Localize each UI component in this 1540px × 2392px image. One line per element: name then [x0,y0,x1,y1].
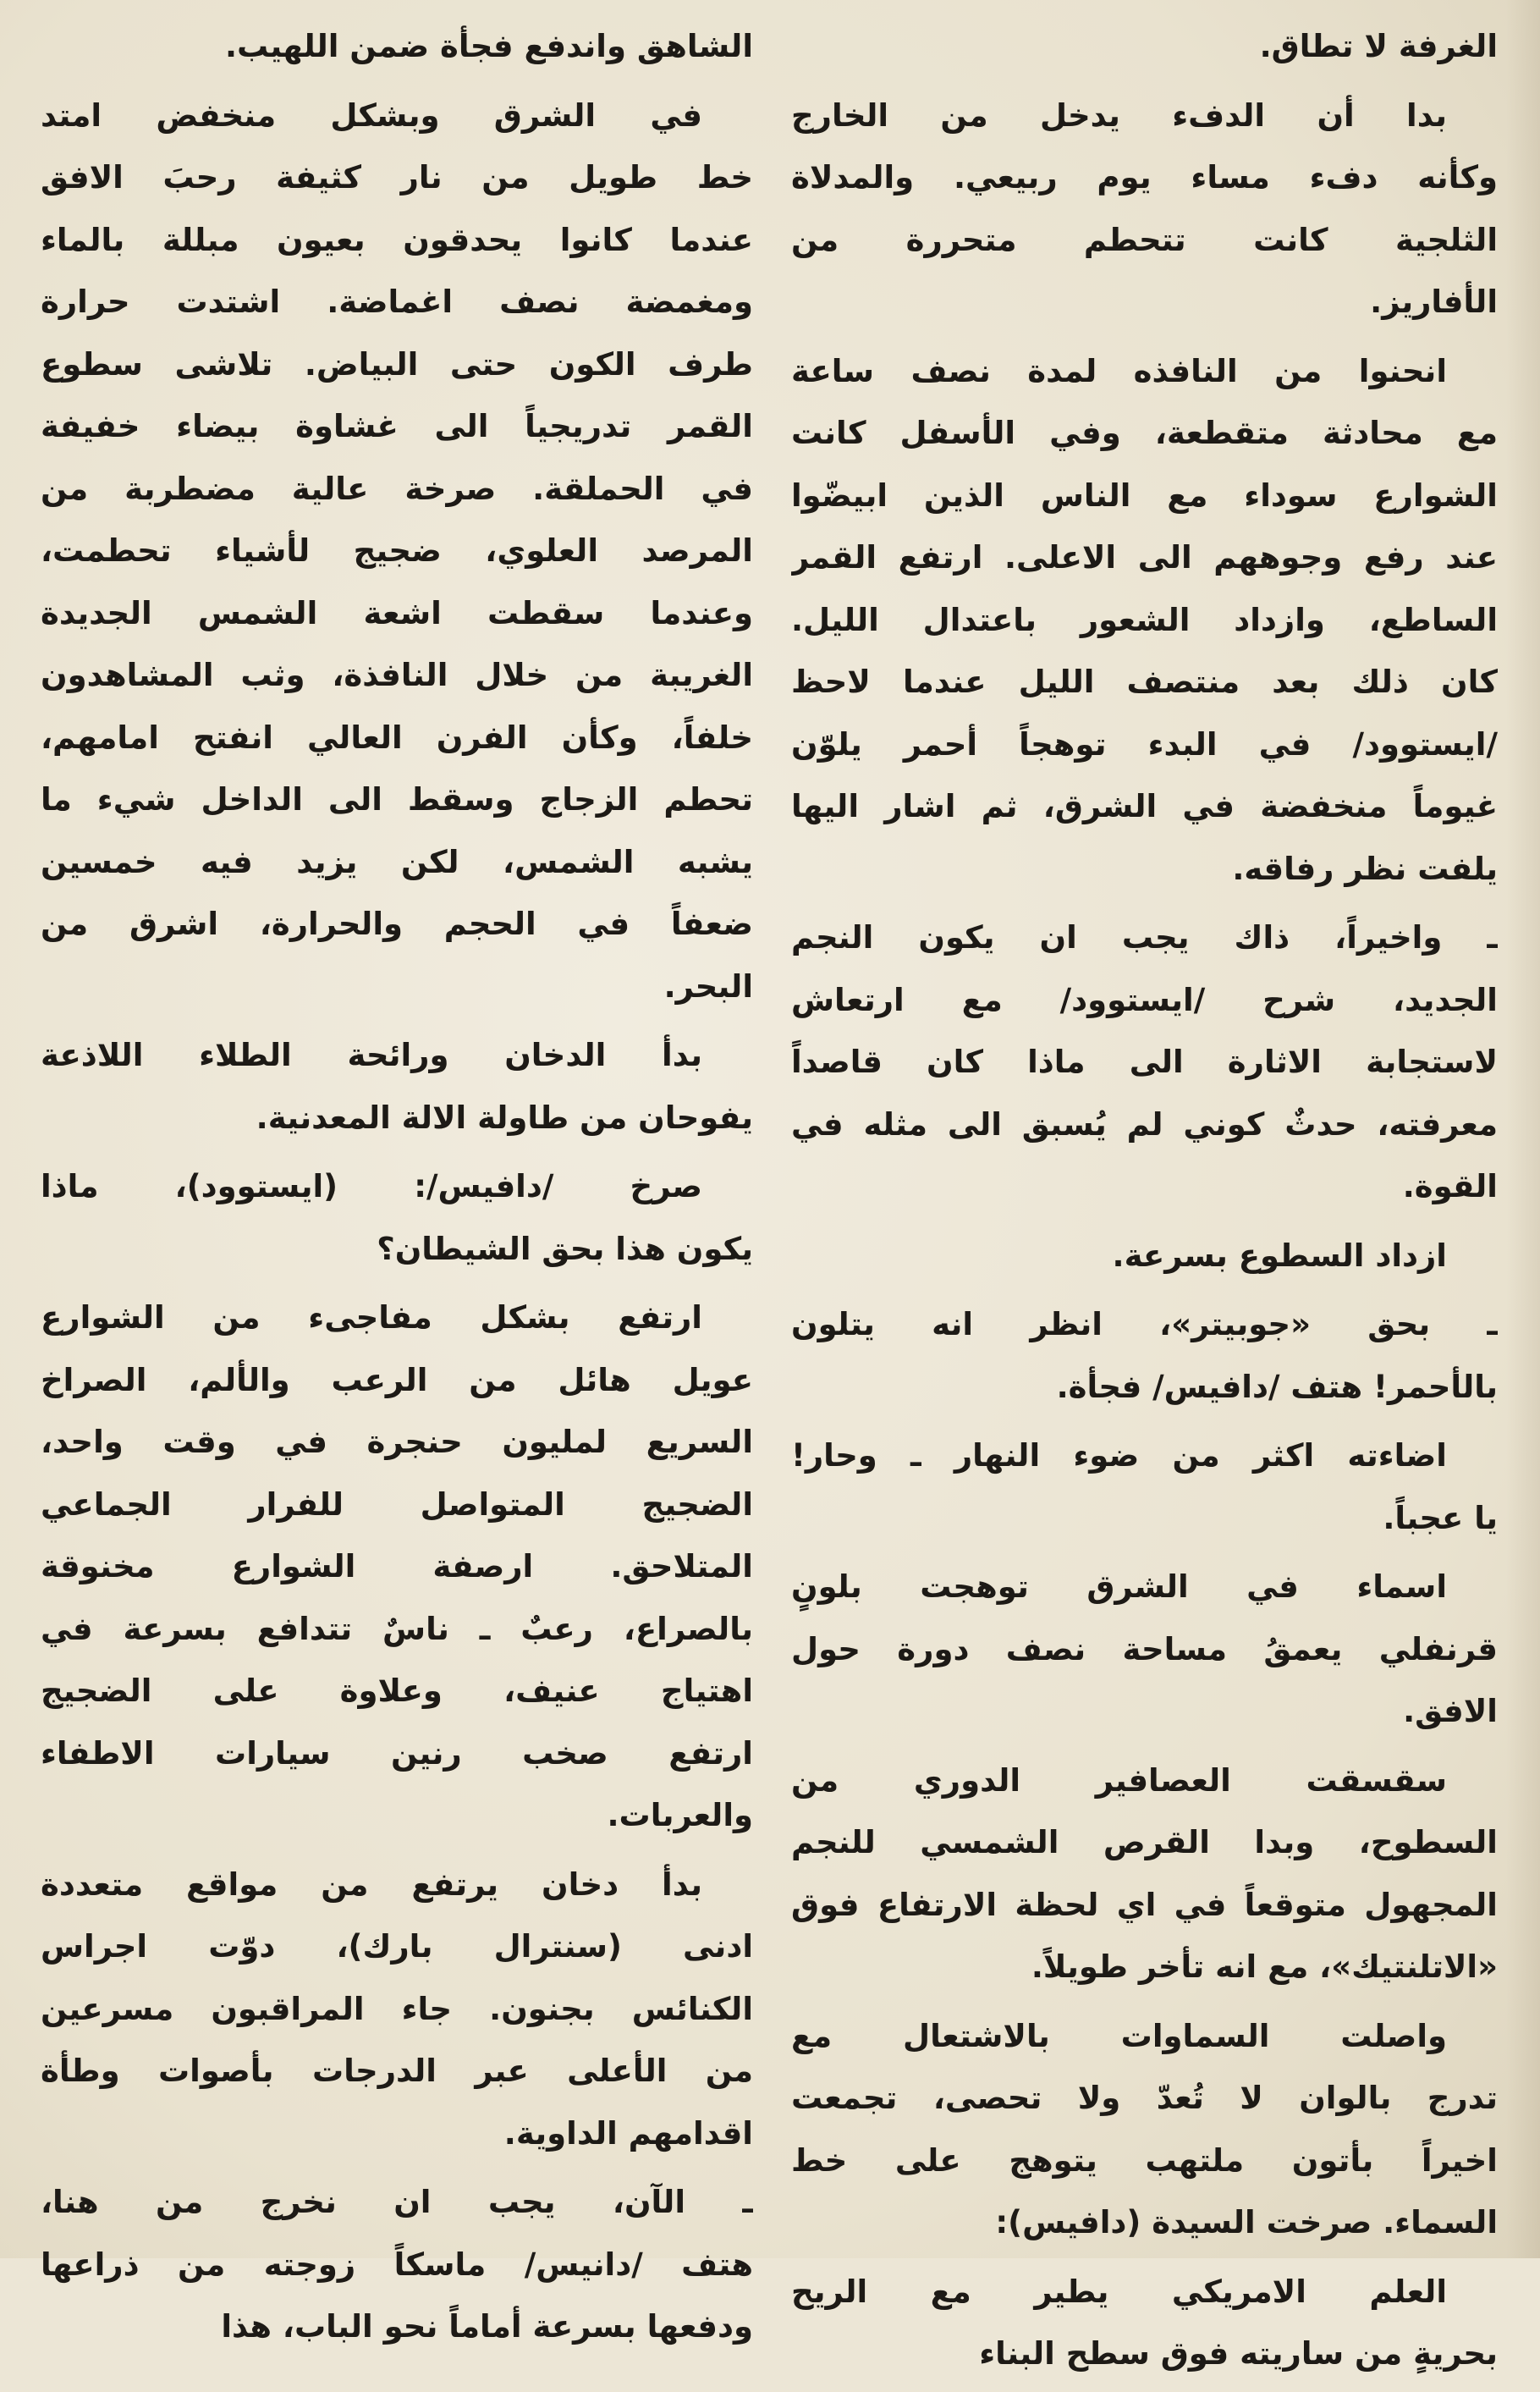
text-line: بدا أن الدفء يدخل من الخارج [791,96,1447,134]
text-line: القمر تدريجياً الى غشاوة بيضاء خفيفة [41,408,753,444]
text-line: تحطم الزجاج وسقط الى الداخل شيء ما [41,781,753,818]
text-line: الكنائس بجنون. جاء المراقبون مسرعين [41,1990,753,2027]
text-line: من الأعلى عبر الدرجات بأصوات وطأة [41,2053,753,2089]
text-line: الافق. [1403,1693,1498,1729]
text-line: يا عجباً. [1383,1499,1498,1536]
text-line: العلم الامريكي يطير مع الريح [791,2273,1447,2310]
paragraph [791,1225,1498,1287]
paragraph [791,85,1498,333]
text-line: ومغمضة نصف اغماضة. اشتدت حرارة [41,284,753,320]
text-line: يشبه الشمس، لكن يزيد فيه خمسين [41,843,753,880]
text-line: الشاهق واندفع فجأة ضمن اللهيب. [224,28,753,64]
text-line: غيوماً منخفضة في الشرق، ثم اشار اليها [791,788,1498,824]
text-line: ادنى (سنترال بارك)، دوّت اجراس [41,1928,753,1965]
text-line: ازداد السطوع بسرعة. [1112,1237,1447,1274]
paragraph [41,1854,753,2165]
text-line: معرفته، حدثٌ كوني لم يُسبق الى مثله في [791,1105,1498,1143]
paragraph [41,1287,753,1847]
page-edge-shadow [1506,0,1540,2258]
text-line: والعربات. [607,1797,753,1833]
text-line: طرف الكون حتى البياض. تلاشى سطوع [41,345,753,383]
text-line: الساطع، وازداد الشعور باعتدال الليل. [791,601,1498,638]
text-line: الشوارع سوداء مع الناس الذين ابيضّوا [791,477,1498,514]
text-line: ـ بحق «جوبيتر»، انظر انه يتلون [791,1306,1498,1342]
paragraph [791,2261,1498,2385]
text-line: عويل هائل من الرعب والألم، الصراخ [41,1361,753,1398]
text-line: السريع لمليون حنجرة في وقت واحد، [41,1424,753,1460]
paragraph [791,1750,1498,1998]
text-line: ودفعها بسرعة أماماً نحو الباب، هذا [221,2308,753,2345]
paragraph [791,340,1498,901]
text-line: /ايستوود/ في البدء توهجاً أحمر يلوّن [791,725,1498,763]
paragraph [41,85,753,1018]
text-line: الأفاريز. [1370,284,1498,320]
text-line: خط طويل من نار كثيفة رحبَ الافق [41,159,753,196]
text-line: عند رفع وجوههم الى الاعلى. ارتفع القمر [791,539,1498,576]
text-line: الضجيج المتواصل للفرار الجماعي [41,1485,753,1523]
text-line: يلفت نظر رفاقه. [1232,850,1498,887]
text-line: هتف /دانيس/ ماسكاً زوجته من ذراعها [41,2246,753,2283]
text-line: في الشرق وبشكل منخفض امتد [41,96,702,134]
paragraph [41,1155,753,1280]
left-text-column [41,15,753,2365]
text-line: تدرج بالوان لا تُعدّ ولا تحصى، تجمعت [791,2080,1498,2116]
text-line: عندما كانوا يحدقون بعيون مبللة بالماء [41,221,753,258]
text-line: البحر. [663,967,753,1005]
text-line: لاستجابة الاثارة الى ماذا كان قاصداً [791,1044,1498,1080]
text-line: بدأ دخان يرتفع من مواقع متعددة [41,1866,702,1903]
text-line: اهتياج عنيف، وعلاوة على الضجيج [41,1673,753,1709]
text-line: ـ واخيراً، ذاك يجب ان يكون النجم [791,919,1498,956]
text-line: الغرفة لا تطاق. [1259,28,1498,64]
text-line: كان ذلك بعد منتصف الليل عندما لاحظ [791,664,1498,700]
text-line: ضعفاً في الحجم والحرارة، اشرق من [41,906,753,942]
text-line: سقسقت العصافير الدوري من [791,1761,1447,1799]
text-line: اضاءته اكثر من ضوء النهار ـ وحار! [791,1437,1447,1474]
paragraph [791,907,1498,1218]
text-line: مع محادثة متقطعة، وفي الأسفل كانت [791,415,1498,451]
text-line: ارتفع صخب رنين سيارات الاطفاء [41,1734,753,1772]
text-line: قرنفلي يعمقُ مساحة نصف دورة حول [791,1630,1498,1667]
text-line: وكأنه دفء مساء يوم ربيعي. والمدلاة [791,159,1498,196]
paragraph [791,1425,1498,1549]
text-line: بحريةٍ من ساريته فوق سطح البناء [979,2335,1498,2372]
text-line: بالأحمر! هتف /دافيس/ فجأة. [1056,1368,1498,1405]
paragraph [791,15,1498,78]
text-line: ـ الآن، يجب ان نخرج من هنا، [41,2184,753,2220]
text-line: في الحملقة. صرخة عالية مضطربة من [41,470,753,507]
text-line: المرصد العلوي، ضجيج لأشياء تحطمت، [41,532,753,569]
paragraph [41,2171,753,2358]
text-line: بدأ الدخان ورائحة الطلاء اللاذعة [41,1037,702,1073]
text-line: القوة. [1402,1168,1498,1204]
text-line: يفوحان من طاولة الالة المعدنية. [256,1099,753,1136]
text-line: واصلت السماوات بالاشتعال مع [791,2017,1447,2054]
text-line: «الاتلنتيك»، مع انه تأخر طويلاً. [1031,1948,1498,1985]
text-line: صرخ /دافيس/: (ايستوود)، ماذا [41,1168,702,1204]
text-line: السماء. صرخت السيدة (دافيس): [995,2204,1498,2240]
text-line: المجهول متوقعاً في اي لحظة الارتفاع فوق [791,1886,1498,1923]
text-line: المتلاحق. ارصفة الشوارع مخنوقة [41,1548,753,1585]
text-line: اخيراً بأتون ملتهب يتوهج على خط [791,2141,1498,2179]
text-line: خلفاً، وكأن الفرن العالي انفتح امامهم، [41,719,753,756]
paragraph [791,1293,1498,1418]
text-line: السطوح، وبدا القرص الشمسي للنجم [791,1824,1498,1860]
right-text-column [791,15,1498,2392]
paragraph [791,1556,1498,1743]
paragraph [41,15,753,78]
text-line: وعندما سقطت اشعة الشمس الجديدة [41,594,753,631]
paragraph [41,1024,753,1149]
text-line: اسماء في الشرق توهجت بلونٍ [791,1568,1447,1605]
text-line: الجديد، شرح /ايستوود/ مع ارتعاش [791,981,1498,1018]
text-line: انحنوا من النافذه لمدة نصف ساعة [791,352,1447,389]
text-line: ارتفع بشكل مفاجىء من الشوارع [41,1299,702,1336]
paragraph [791,2005,1498,2254]
text-line: اقدامهم الداوية. [503,2114,753,2152]
text-line: بالصراع، رعبٌ ـ ناسٌ تتدافع بسرعة في [41,1610,753,1647]
text-line: الثلجية كانت تتحطم متحررة من [791,221,1498,258]
text-line: الغريبة من خلال النافذة، وثب المشاهدون [41,657,753,693]
text-line: يكون هذا بحق الشيطان؟ [377,1230,753,1267]
